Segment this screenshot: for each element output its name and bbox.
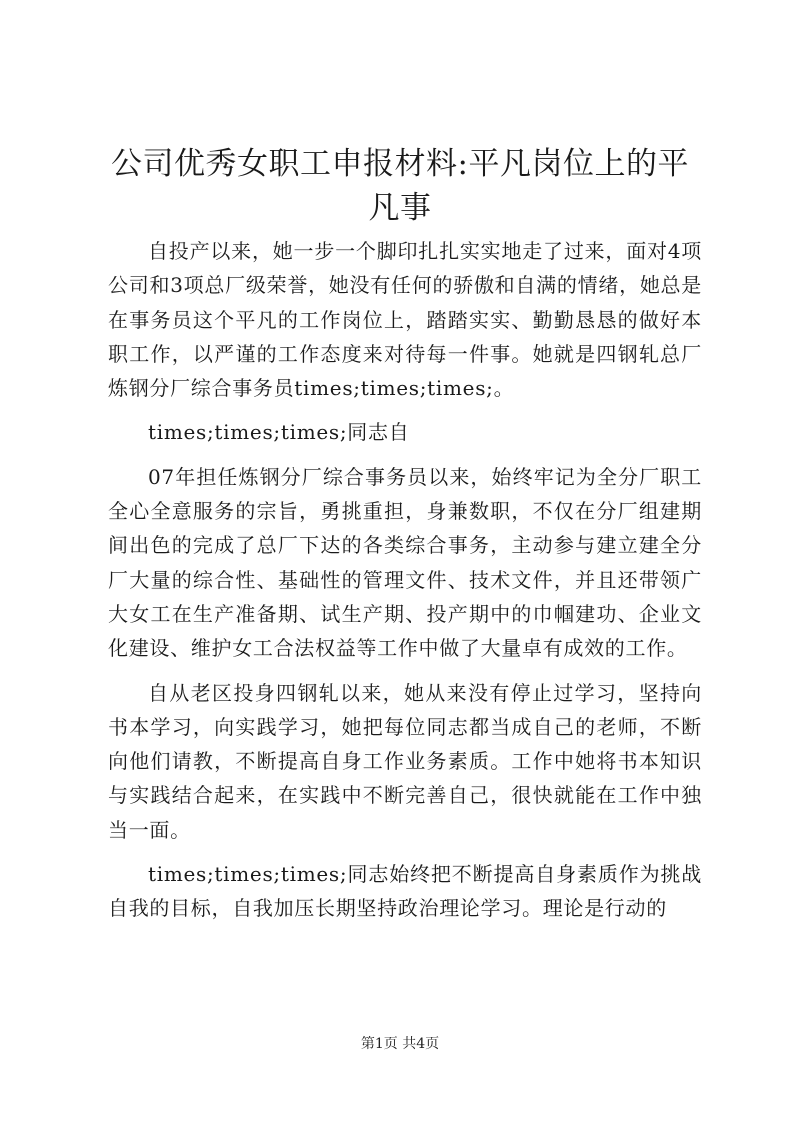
paragraph: 07年担任炼钢分厂综合事务员以来，始终牢记为全分厂职工全心全意服务的宗旨，勇挑重担，身兼数职，不仅在分厂组建期间出色的完成了总厂下达的各类综合事务，主动参与建立建全分厂大量的综合性、基础性的管理文件、技术文件，并且还带领广大女工在生产准备期、试生产期、投产期中的巾帼建功、企业文化建设、维护女工合法权益等工作中做了大量卓有成效的工作。 — [108, 464, 702, 661]
document-body — [108, 234, 702, 936]
paragraph: 自从老区投身四钢轧以来，她从来没有停止过学习，坚持向书本学习，向实践学习，她把每位同志都当成自己的老师，不断向他们请教，不断提高自身工作业务素质。工作中她将书本知识与实践结合起来，在实践中不断完善自己，很快就能在工作中独当一面。 — [108, 680, 702, 842]
paragraph: 自投产以来，她一步一个脚印扎扎实实地走了过来，面对4项公司和3项总厂级荣誉，她没有任何的骄傲和自满的情绪，她总是在事务员这个平凡的工作岗位上，踏踏实实、勤勤恳恳的做好本职工作，以严谨的工作态度来对待每一件事。她就是四钢轧总厂炼钢分厂综合事务员times;times;times;。 — [108, 239, 702, 401]
paragraph: times;times;times;同志自 — [148, 420, 410, 445]
paragraph: times;times;times;同志始终把不断提高自身素质作为挑战自我的目标，自我加压长期坚持政治理论学习。理论是行动的 — [108, 862, 702, 921]
document-title: 公司优秀女职工申报材料:平凡岗位上的平凡事 — [111, 146, 689, 226]
page-footer: 第1页 共4页 — [360, 1036, 440, 1052]
